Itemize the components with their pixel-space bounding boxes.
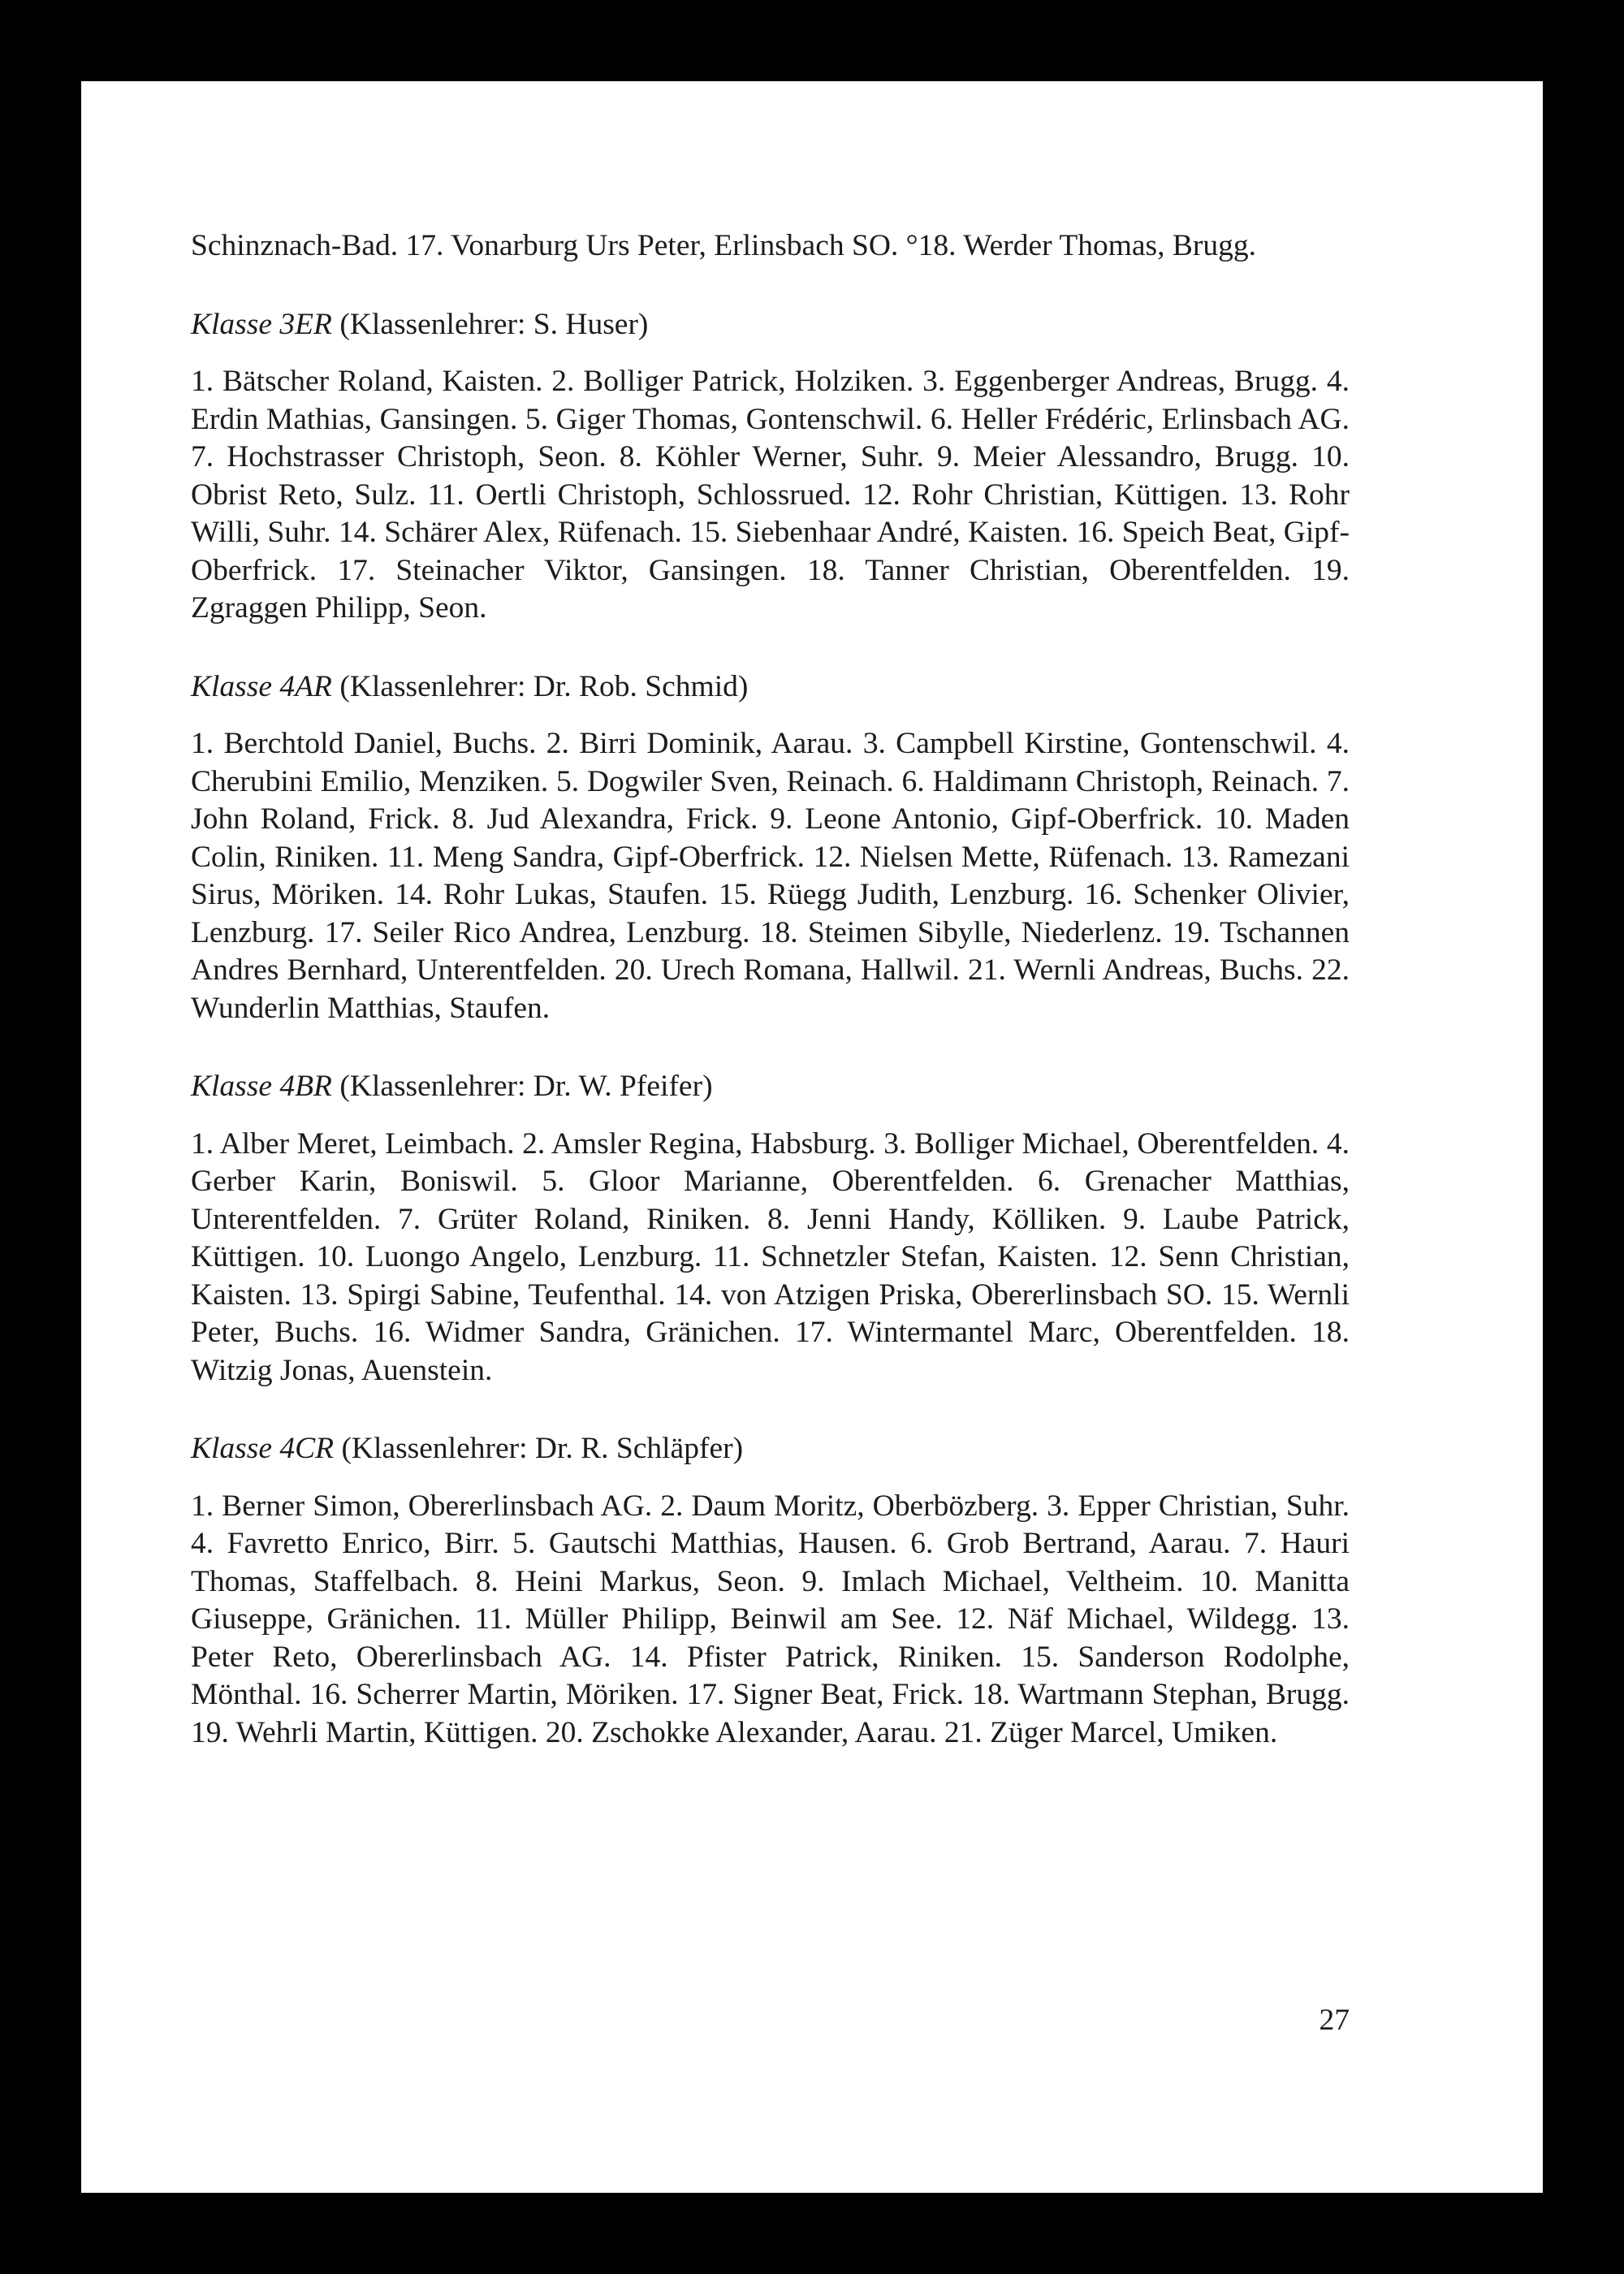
section-heading bbox=[191, 306, 1350, 344]
student-list: 1. Bätscher Roland, Kaisten. 2. Bolliger Patrick, Holziken. 3. Eggenberger Andreas, Brugg. 4. Erdin Mathias, Gansingen. 5. Giger Thomas, Gontenschwil. 6. Heller Frédéric, Erlinsbach AG. 7. Hochstrasser Christoph, Seon. 8. Köhler Werner, Suhr. 9. Meier Alessandro, Brugg. 10. Obrist Reto, Sulz. 11. Oertli Christoph, Schlossrued. 12. Rohr Christian, Küttigen. 13. Rohr Willi, Suhr. 14. Schärer Alex, Rüfenach. 15. Siebenhaar André, Kaisten. 16. Speich Beat, Gipf-Oberfrick. 17. Steinacher Viktor, Gansingen. 18. Tanner Christian, Oberentfelden. 19. Zgraggen Philipp, Seon. bbox=[191, 365, 1350, 625]
page-number: 27 bbox=[1319, 2004, 1350, 2037]
klasse-label: Klasse 4AR bbox=[191, 669, 332, 703]
teacher-label: (Klassenlehrer: S. Huser) bbox=[339, 307, 649, 341]
klasse-label: Klasse 3ER bbox=[191, 307, 332, 341]
student-list: 1. Berchtold Daniel, Buchs. 2. Birri Dominik, Aarau. 3. Campbell Kirstine, Gontenschwil. 4. Cherubini Emilio, Menziken. 5. Dogwiler Sven, Reinach. 6. Haldimann Christoph, Reinach. 7. John Roland, Frick. 8. Jud Alexandra, Frick. 9. Leone Antonio, Gipf-Oberfrick. 10. Maden Colin, Riniken. 11. Meng Sandra, Gipf-Oberfrick. 12. Nielsen Mette, Rüfenach. 13. Ramezani Sirus, Möriken. 14. Rohr Lukas, Staufen. 15. Rüegg Judith, Lenzburg. 16. Schenker Olivier, Lenzburg. 17. Seiler Rico Andrea, Lenzburg. 18. Steimen Sibylle, Niederlenz. 19. Tschannen Andres Bernhard, Unterentfelden. 20. Urech Romana, Hallwil. 21. Wernli Andreas, Buchs. 22. Wunderlin Matthias, Staufen. bbox=[191, 727, 1350, 1025]
intro-paragraph: Schinznach-Bad. 17. Vonarburg Urs Peter, Erlinsbach SO. °18. Werder Thomas, Brugg. bbox=[191, 229, 1257, 262]
teacher-label: (Klassenlehrer: Dr. R. Schläpfer) bbox=[341, 1432, 744, 1465]
section-heading bbox=[191, 1430, 1350, 1468]
section-heading bbox=[191, 1068, 1350, 1106]
section-klasse-3er bbox=[191, 306, 1350, 628]
page-content bbox=[191, 227, 1350, 1752]
section-heading bbox=[191, 668, 1350, 707]
student-list: 1. Berner Simon, Obererlinsbach AG. 2. Daum Moritz, Oberbözberg. 3. Epper Christian, Suhr. 4. Favretto Enrico, Birr. 5. Gautschi Matthias, Hausen. 6. Grob Bertrand, Aarau. 7. Hauri Thomas, Staffelbach. 8. Heini Markus, Seon. 9. Imlach Michael, Veltheim. 10. Manitta Giuseppe, Gränichen. 11. Müller Philipp, Beinwil am See. 12. Näf Michael, Wildegg. 13. Peter Reto, Obererlinsbach AG. 14. Pfister Patrick, Riniken. 15. Sanderson Rodolphe, Mönthal. 16. Scherrer Martin, Möriken. 17. Signer Beat, Frick. 18. Wartmann Stephan, Brugg. 19. Wehrli Martin, Küttigen. 20. Zschokke Alexander, Aarau. 21. Züger Marcel, Umiken. bbox=[191, 1489, 1350, 1749]
klasse-label: Klasse 4CR bbox=[191, 1432, 335, 1465]
teacher-label: (Klassenlehrer: Dr. Rob. Schmid) bbox=[339, 669, 749, 703]
section-klasse-4ar bbox=[191, 668, 1350, 1028]
section-klasse-4br bbox=[191, 1068, 1350, 1390]
klasse-label: Klasse 4BR bbox=[191, 1070, 332, 1103]
document-page bbox=[81, 81, 1543, 2193]
section-klasse-4cr bbox=[191, 1430, 1350, 1752]
teacher-label: (Klassenlehrer: Dr. W. Pfeifer) bbox=[339, 1070, 713, 1103]
student-list: 1. Alber Meret, Leimbach. 2. Amsler Regina, Habsburg. 3. Bolliger Michael, Oberentfelden. 4. Gerber Karin, Boniswil. 5. Gloor Marianne, Oberentfelden. 6. Grenacher Matthias, Unterentfelden. 7. Grüter Roland, Riniken. 8. Jenni Handy, Kölliken. 9. Laube Patrick, Küttigen. 10. Luongo Angelo, Lenzburg. 11. Schnetzler Stefan, Kaisten. 12. Senn Christian, Kaisten. 13. Spirgi Sabine, Teufenthal. 14. von Atzigen Priska, Obererlinsbach SO. 15. Wernli Peter, Buchs. 16. Widmer Sandra, Gränichen. 17. Wintermantel Marc, Oberentfelden. 18. Witzig Jonas, Auenstein. bbox=[191, 1126, 1350, 1387]
